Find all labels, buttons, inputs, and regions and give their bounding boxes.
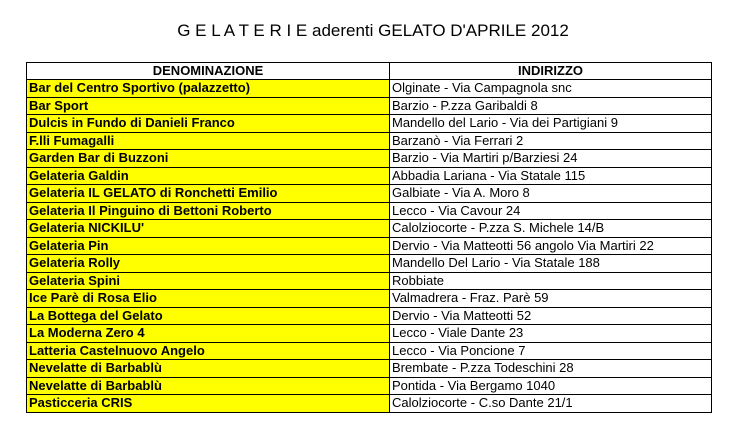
shop-name: Gelateria IL GELATO di Ronchetti Emilio <box>27 185 390 203</box>
shop-name: Gelateria Galdin <box>27 167 390 185</box>
shop-address: Galbiate - Via A. Moro 8 <box>390 185 712 203</box>
shop-name: Garden Bar di Buzzoni <box>27 150 390 168</box>
table-row <box>27 255 712 273</box>
table-row <box>27 132 712 150</box>
shop-address: Robbiate <box>390 272 712 290</box>
shop-address: Lecco - Via Cavour 24 <box>390 202 712 220</box>
table-row <box>27 220 712 238</box>
shop-address: Brembate - P.zza Todeschini 28 <box>390 360 712 378</box>
shop-address: Abbadia Lariana - Via Statale 115 <box>390 167 712 185</box>
table-row <box>27 167 712 185</box>
page-title: G E L A T E R I E aderenti GELATO D'APRILE 2012 <box>177 21 569 40</box>
shop-name: Nevelatte di Barbablù <box>27 377 390 395</box>
shop-address: Calolziocorte - P.zza S. Michele 14/B <box>390 220 712 238</box>
shop-name: La Bottega del Gelato <box>27 307 390 325</box>
table-row <box>27 237 712 255</box>
shop-name: La Moderna Zero 4 <box>27 325 390 343</box>
table-row <box>27 395 712 413</box>
shop-name: F.lli Fumagalli <box>27 132 390 150</box>
table-row <box>27 97 712 115</box>
shop-name: Ice Parè di Rosa Elio <box>27 290 390 308</box>
shop-address: Barzanò - Via Ferrari 2 <box>390 132 712 150</box>
table-row <box>27 360 712 378</box>
shop-name: Gelateria NICKILU' <box>27 220 390 238</box>
table-row <box>27 115 712 133</box>
shop-name: Gelateria Rolly <box>27 255 390 273</box>
shop-address: Lecco - Via Poncione 7 <box>390 342 712 360</box>
shop-name: Gelateria Il Pinguino di Bettoni Roberto <box>27 202 390 220</box>
table-row <box>27 185 712 203</box>
shop-address: Olginate - Via Campagnola snc <box>390 80 712 98</box>
shop-name: Nevelatte di Barbablù <box>27 360 390 378</box>
gelaterie-table <box>26 62 712 413</box>
header-indirizzo: INDIRIZZO <box>390 63 712 80</box>
header-denominazione: DENOMINAZIONE <box>27 63 390 80</box>
table-row <box>27 325 712 343</box>
table-row <box>27 377 712 395</box>
shop-address: Valmadrera - Fraz. Parè 59 <box>390 290 712 308</box>
shop-address: Barzio - Via Martiri p/Barziesi 24 <box>390 150 712 168</box>
shop-address: Pontida - Via Bergamo 1040 <box>390 377 712 395</box>
table-row <box>27 307 712 325</box>
shop-name: Pasticceria CRIS <box>27 395 390 413</box>
shop-name: Gelateria Pin <box>27 237 390 255</box>
shop-address: Mandello del Lario - Via dei Partigiani 9 <box>390 115 712 133</box>
shop-address: Calolziocorte - C.so Dante 21/1 <box>390 395 712 413</box>
shop-name: Gelateria Spini <box>27 272 390 290</box>
shop-address: Dervio - Via Matteotti 56 angolo Via Martiri 22 <box>390 237 712 255</box>
shop-name: Latteria Castelnuovo Angelo <box>27 342 390 360</box>
shop-name: Dulcis in Fundo di Danieli Franco <box>27 115 390 133</box>
table-row <box>27 272 712 290</box>
table-row <box>27 342 712 360</box>
shop-address: Barzio - P.zza Garibaldi 8 <box>390 97 712 115</box>
shop-address: Dervio - Via Matteotti 52 <box>390 307 712 325</box>
table-row <box>27 290 712 308</box>
shop-address: Lecco - Viale Dante 23 <box>390 325 712 343</box>
table-row <box>27 80 712 98</box>
shop-address: Mandello Del Lario - Via Statale 188 <box>390 255 712 273</box>
shop-name: Bar Sport <box>27 97 390 115</box>
table-header-row <box>27 63 712 80</box>
table-row <box>27 150 712 168</box>
table-row <box>27 202 712 220</box>
shop-name: Bar del Centro Sportivo (palazzetto) <box>27 80 390 98</box>
